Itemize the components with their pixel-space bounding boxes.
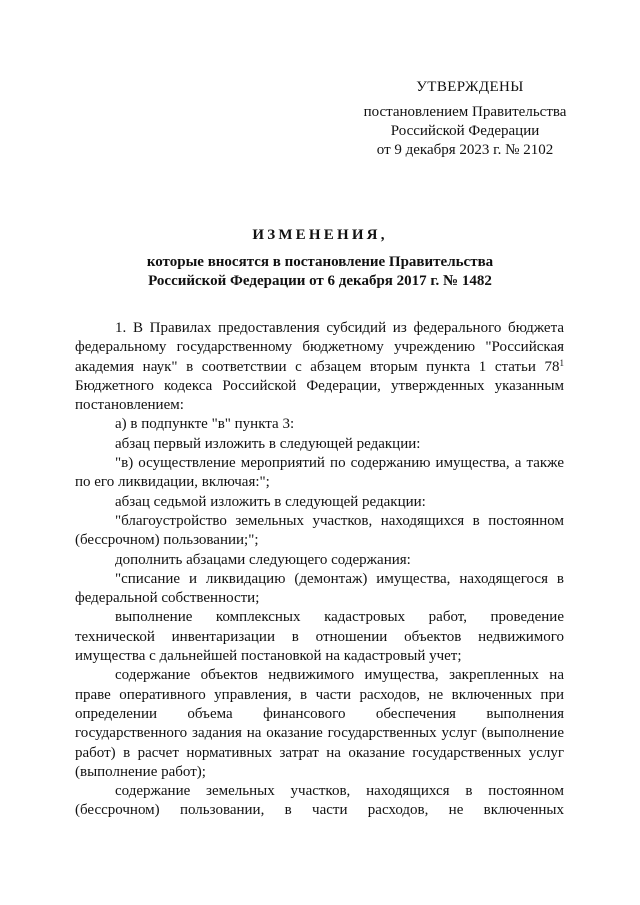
paragraph-9: выполнение комплексных кадастровых работ, проведение технической инвентаризации в отношении объектов недвижимого имущества с дальнейшей постановкой на кадастровый учет; (75, 609, 564, 665)
paragraph-7: дополнить абзацами следующего содержания: (115, 551, 411, 568)
document-heading (60, 226, 580, 291)
paragraph-6: "благоустройство земельных участков, находящихся в постоянном (бессрочном) пользовании;"; (75, 512, 564, 549)
paragraph-8: "списание и ликвидацию (демонтаж) имущества, находящегося в федеральной собственности; (75, 570, 564, 607)
approval-line-1: постановлением Правительства (363, 104, 567, 120)
paragraph-1-part-a: 1. В Правилах предоставления субсидий из федерального бюджета федеральному государственному бюджетному учреждению "Российская академия наук" в соответствии с абзацем вторым пункта 1 статьи 78 (75, 320, 564, 375)
approval-stamp (330, 78, 600, 160)
paragraph-4: "в) осуществление мероприятий по содержанию имущества, а также по его ликвидации, включая:"; (75, 455, 564, 491)
heading-line-2: Российской Федерации от 6 декабря 2017 г. № 1482 (148, 273, 492, 289)
approval-line-2: Российской Федерации (390, 123, 540, 139)
approval-line-3: от 9 декабря 2023 г. № 2102 (376, 142, 554, 158)
paragraph-1 (75, 319, 564, 415)
paragraph-1-part-b: Бюджетного кодекса Российской Федерации, утвержденных указанным постановлением: (75, 377, 564, 414)
heading-title: ИЗМЕНЕНИЯ, (252, 227, 388, 243)
paragraph-3: абзац первый изложить в следующей редакции: (115, 435, 421, 452)
approval-title: УТВЕРЖДЕНЫ (416, 79, 524, 95)
document-body (75, 319, 564, 821)
heading-line-1: которые вносятся в постановление Правительства (146, 254, 494, 270)
paragraph-2: а) в подпункте "в" пункта 3: (115, 416, 295, 433)
paragraph-11: содержание земельных участков, находящихся в постоянном (бессрочном) пользовании, в части расходов, не включенных (75, 783, 564, 819)
article-superscript: 1 (559, 357, 564, 368)
paragraph-5: абзац седьмой изложить в следующей редакции: (115, 493, 426, 510)
paragraph-10: содержание объектов недвижимого имущества, закрепленных на праве оперативного управления, в части расходов, не включенных при определении объема финансового обеспечения выполнения государственного задания на оказание государственных услуг (выполнение работ) в расчет нормативных затрат на оказание государственных услуг (выполнение работ); (75, 667, 564, 780)
